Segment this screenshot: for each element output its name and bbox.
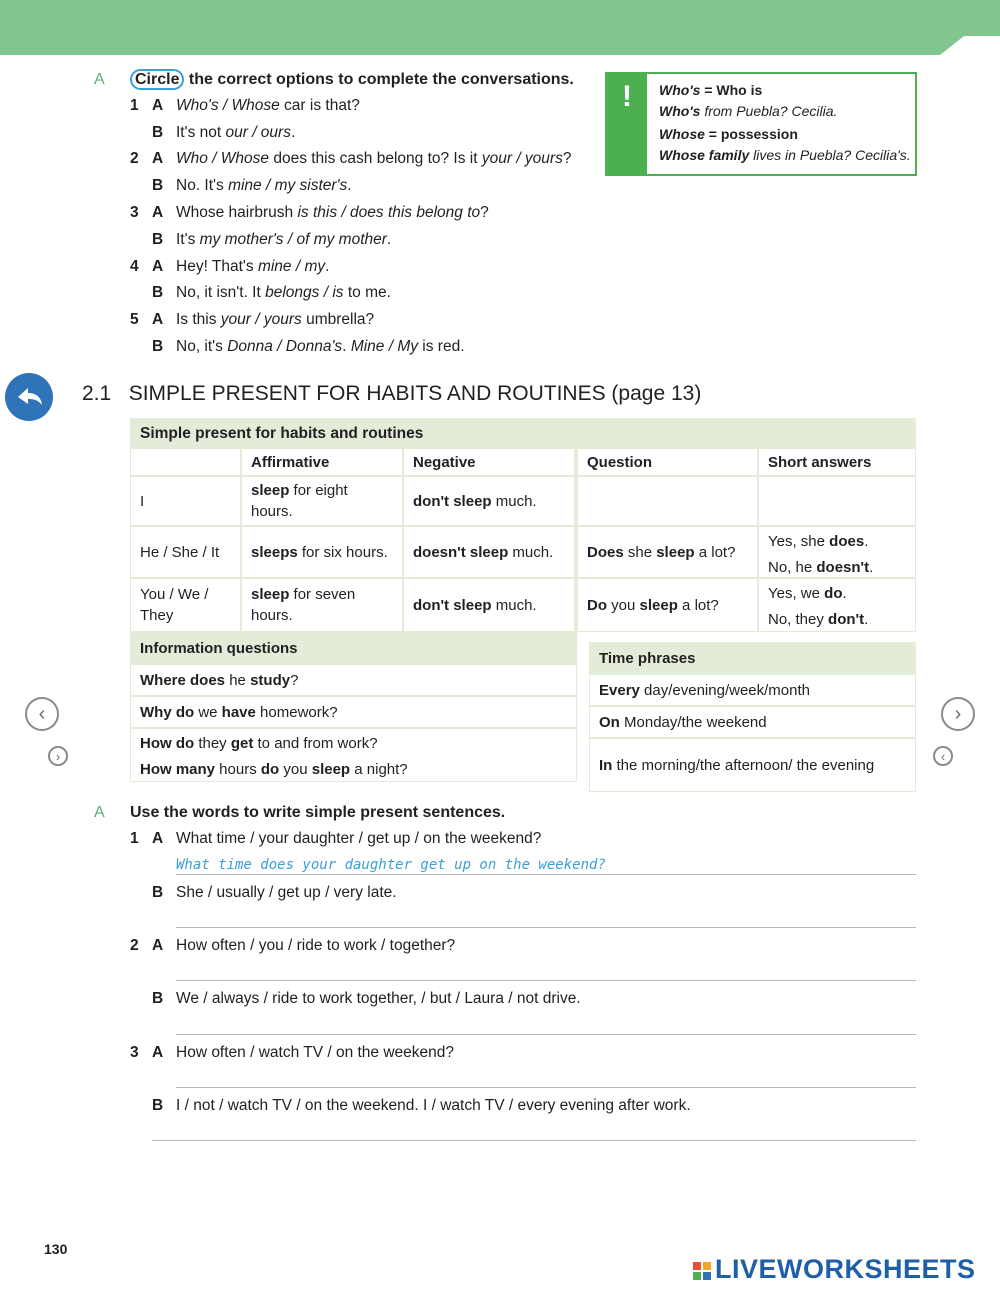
exercise-instruction: Use the words to write simple present sentences.: [130, 804, 506, 821]
liveworksheets-logo[interactable]: LIVEWORKSHEETS: [693, 1254, 976, 1285]
answer-line[interactable]: [176, 1034, 916, 1035]
table-cell: Do you sleep a lot?: [577, 578, 758, 632]
time-phrase: On Monday/the weekend: [589, 706, 916, 738]
chevron-right-icon: ›: [55, 749, 61, 764]
next-page-button[interactable]: [941, 697, 975, 731]
option-choice[interactable]: our / ours: [225, 124, 291, 141]
table-cell: [577, 476, 758, 526]
table-cell: sleep for eight hours.: [241, 476, 403, 526]
table-header-cell: Negative: [403, 448, 575, 476]
logo-grid-icon: [693, 1262, 711, 1280]
option-choice[interactable]: your / yours: [481, 150, 563, 167]
note-line: Who's = Who is: [659, 82, 763, 98]
answer-line[interactable]: [176, 980, 916, 981]
exercise-item-2a: 2 A How often / you / ride to work / together?: [130, 937, 456, 954]
info-question: Why do we have homework?: [130, 696, 577, 728]
exercise-item-1a: 1 A Who's / Whose car is that?: [130, 97, 360, 114]
exclamation-icon: !: [622, 80, 632, 113]
time-phrase: Every day/evening/week/month: [589, 674, 916, 706]
exercise-item-2b: B We / always / ride to work together, / but / Laura / not drive.: [152, 990, 581, 1007]
table-cell: [758, 476, 916, 526]
exercise-item-1b: B It's not our / ours.: [152, 124, 296, 141]
answer-line[interactable]: [176, 927, 916, 928]
option-choice[interactable]: Who's / Whose: [176, 97, 280, 114]
table-cell: Yes, we do. No, they don't.: [758, 578, 916, 632]
exercise-item-4a: 4 A Hey! That's mine / my.: [130, 258, 330, 275]
exercise-letter: A: [94, 804, 105, 821]
back-button[interactable]: [5, 373, 53, 421]
table-cell: sleep for seven hours.: [241, 578, 403, 632]
option-choice[interactable]: is this / does this belong to: [297, 204, 481, 221]
page-number: 130: [44, 1241, 68, 1257]
table-cell: You / We / They: [130, 578, 241, 632]
exercise-item-1b: B She / usually / get up / very late.: [152, 884, 397, 901]
section-heading: 2.1 SIMPLE PRESENT FOR HABITS AND ROUTINES (page 13): [82, 382, 702, 405]
chevron-left-icon: ‹: [940, 749, 946, 764]
option-choice[interactable]: your / yours: [220, 311, 302, 328]
chevron-left-icon: ‹: [38, 703, 46, 725]
exercise-instruction: Circle the correct options to complete the conversations.: [130, 70, 574, 90]
option-choice[interactable]: belongs / is: [265, 284, 344, 301]
table-cell: don't sleep much.: [403, 578, 575, 632]
note-line: Whose family lives in Puebla? Cecilia's.: [659, 147, 911, 163]
time-phrase: In the morning/the afternoon/ the evening: [589, 738, 916, 792]
table-cell: I: [130, 476, 241, 526]
circled-word: Circle: [130, 69, 184, 90]
option-choice[interactable]: mine / my: [257, 258, 326, 275]
table-cell: He / She / It: [130, 526, 241, 578]
option-choice[interactable]: Donna / Donna's: [227, 338, 343, 355]
chevron-right-icon: ›: [954, 703, 962, 725]
answer-text: What time does your daughter get up on the weekend?: [176, 857, 606, 873]
table-header-cell: Affirmative: [241, 448, 403, 476]
table-cell: Yes, she does. No, he doesn't.: [758, 526, 916, 578]
time-phrases-title: Time phrases: [589, 642, 916, 674]
exercise-item-2b: B No. It's mine / my sister's.: [152, 177, 352, 194]
option-choice[interactable]: Who / Whose: [176, 150, 270, 167]
note-line: Whose = possession: [659, 126, 798, 142]
small-next-button[interactable]: [48, 746, 68, 766]
exercise-item-5b: B No, it's Donna / Donna's. Mine / My is red.: [152, 338, 465, 355]
exercise-item-3b: B I / not / watch TV / on the weekend. I / watch TV / every evening after work.: [152, 1097, 691, 1114]
exercise-item-5a: 5 A Is this your / yours umbrella?: [130, 311, 375, 328]
exercise-item-2a: 2 A Who / Whose does this cash belong to? Is it your / yours?: [130, 150, 572, 167]
info-question: Where does he study?: [130, 664, 577, 696]
exercise-item-1a: 1 A What time / your daughter / get up / on the weekend?: [130, 830, 542, 847]
prev-page-button[interactable]: [25, 697, 59, 731]
table-header-cell: [130, 448, 241, 476]
table-header-cell: Question: [577, 448, 758, 476]
answer-line[interactable]: [176, 874, 916, 875]
exercise-item-4b: B No, it isn't. It belongs / is to me.: [152, 284, 391, 301]
option-choice[interactable]: my mother's / of my mother: [199, 231, 387, 248]
info-question: How do they get to and from work? How many hours do you sleep a night?: [130, 728, 577, 782]
note-line: Who's from Puebla? Cecilia.: [659, 103, 838, 119]
table-cell: Does she sleep a lot?: [577, 526, 758, 578]
table-header-cell: Short answers: [758, 448, 916, 476]
exercise-letter: A: [94, 71, 105, 88]
table-cell: doesn't sleep much.: [403, 526, 575, 578]
answer-line[interactable]: [176, 1087, 916, 1088]
exercise-item-3b: B It's my mother's / of my mother.: [152, 231, 392, 248]
table-title: Simple present for habits and routines: [140, 425, 424, 442]
exercise-item-3a: 3 A How often / watch TV / on the weekend?: [130, 1044, 455, 1061]
top-banner: [0, 0, 1000, 55]
back-arrow-icon: [5, 373, 53, 421]
grammar-note-box: [605, 72, 917, 176]
option-choice[interactable]: Mine / My: [350, 338, 418, 355]
option-choice[interactable]: mine / my sister's: [228, 177, 348, 194]
exercise-item-3a: 3 A Whose hairbrush is this / does this belong to?: [130, 204, 489, 221]
answer-line[interactable]: [152, 1140, 916, 1141]
small-prev-button[interactable]: [933, 746, 953, 766]
table-cell: don't sleep much.: [403, 476, 575, 526]
table-cell: sleeps for six hours.: [241, 526, 403, 578]
info-questions-title: Information questions: [130, 632, 577, 664]
